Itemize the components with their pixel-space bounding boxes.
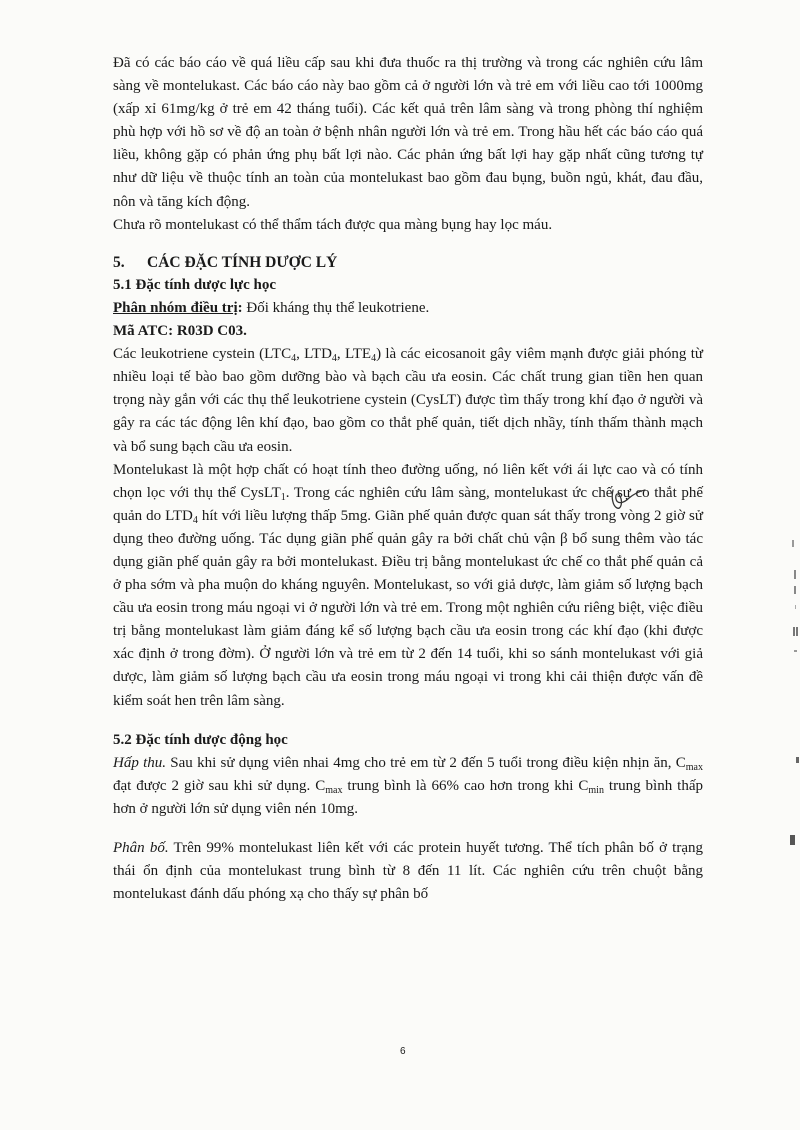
atc-code: Mã ATC: R03D C03. bbox=[113, 323, 247, 340]
page-body bbox=[113, 52, 703, 906]
spacer bbox=[113, 713, 703, 729]
leukotriene-paragraph bbox=[113, 343, 703, 458]
text-run: đạt được 2 giờ sau khi sử dụng. C bbox=[113, 777, 326, 794]
absorption-paragraph bbox=[113, 752, 703, 821]
text-run: Montelukast là một hợp chất có hoạt tính theo đường uống, nó liên kết với ái lực cao và có tính chọn lọc với thụ thể CysLT bbox=[113, 461, 703, 501]
subscript: 4 bbox=[371, 353, 377, 365]
text-run: trung bình là 66% cao hơn trong khi C bbox=[342, 777, 589, 794]
absorption-label: Hấp thu. bbox=[113, 754, 167, 771]
page-number: 6 bbox=[400, 1046, 406, 1057]
text-run: hít với liều lượng thấp 5mg. Giãn phế quản được quan sát thấy trong vòng 2 giờ sử dụng theo đường uống. Tác dụng giãn phế quản gây ra bởi chất chủ vận β bổ sung thêm vào tác dụng giãn phế quản gây ra bởi montelukast. Điều trị bằng montelukast ức chế co thắt phế quản cả ở pha sớm và pha muộn do kháng nguyên. Montelukast, so với giả dược, làm giảm số lượng bạch cầu ưa eosin trong máu ngoại vi ở người lớn và trẻ em. Trong một nghiên cứu riêng biệt, việc điều trị bằng montelukast làm giảm đáng kể số lượng bạch cầu ưa eosin trong các khí đạo (khi được xác định ở trong đờm). Ở người lớn và trẻ em từ 2 đến 14 tuổi, khi so sánh montelukast với giả dược, làm giảm số lượng bạch cầu ưa eosin trong máu ngoại vi trong khi cải thiện được vấn đề kiểm soát hen trên lâm sàng. bbox=[113, 507, 703, 709]
spacer bbox=[113, 821, 703, 837]
subscript: 1 bbox=[280, 491, 286, 503]
handwritten-initials bbox=[607, 486, 649, 514]
subscript: 4 bbox=[291, 353, 297, 365]
text-run: ) là các eicosanoit gây viêm mạnh được giải phóng từ nhiều loại tế bào bao gồm dưỡng bào và bạch cầu ưa eosin. Các chất trung gian tiền hen quan trọng này gắn với các thụ thể leukotriene cystein (CysLT) được tìm thấy trong khí đạo ở người và gây ra các tác động lên khí đạo, bao gồm co thắt phế quản, tiết dịch nhầy, tính thấm thành mạch và bổ sung bạch cầu ưa eosin. bbox=[113, 346, 704, 455]
text-run: , LTE bbox=[336, 346, 372, 363]
text-run: Các leukotriene cystein (LTC bbox=[113, 346, 292, 363]
overdose-paragraph: Đã có các báo cáo về quá liều cấp sau khi đưa thuốc ra thị trường và trong các nghiên cứu lâm sàng về montelukast. Các báo cáo này bao gồm cả ở người lớn và trẻ em với liều cao tới 1000mg (xấp xỉ 61mg/kg ở trẻ em 42 tháng tuổi). Các kết quả trên lâm sàng và trong phòng thí nghiệm phù hợp với hồ sơ về độ an toàn ở bệnh nhân người lớn và trẻ em. Trong hầu hết các báo cáo quá liều, không gặp có phản ứng phụ bất lợi nào. Các phản ứng bất lợi hay gặp nhất cũng tương tự như dữ liệu về thuộc tính an toàn của montelukast bao gồm đau bụng, buồn ngủ, khát, đau đầu, nôn và tăng kích động. bbox=[113, 55, 703, 210]
subscript: min bbox=[588, 784, 604, 796]
scan-artifacts bbox=[770, 520, 800, 880]
section-5-2-heading: 5.2 Đặc tính dược động học bbox=[113, 731, 288, 748]
text-run: trung bình thấp hơn ở người lớn sử dụng viên nén 10mg. bbox=[113, 777, 704, 817]
distribution-paragraph bbox=[113, 837, 703, 906]
subscript: 4 bbox=[331, 353, 337, 365]
section-5-title: CÁC ĐẶC TÍNH DƯỢC LÝ bbox=[147, 253, 338, 271]
subscript: max bbox=[325, 784, 343, 796]
text-run: . Trong các nghiên cứu lâm sàng, montelukast ức chế sự co thắt phế quản do LTD bbox=[113, 484, 703, 524]
therapeutic-group-colon: : bbox=[237, 299, 243, 316]
therapeutic-group-label: Phân nhóm điều trị bbox=[113, 299, 238, 316]
spacer bbox=[113, 237, 703, 251]
distribution-label: Phân bố. bbox=[113, 840, 169, 856]
therapeutic-group-line bbox=[113, 297, 703, 320]
section-5-1-heading: 5.1 Đặc tính dược lực học bbox=[113, 276, 276, 293]
subscript: max bbox=[685, 761, 703, 773]
text-run: Trên 99% montelukast liên kết với các protein huyết tương. Thể tích phân bố ở trạng thái ổn định của montelukast trung bình từ 8 đến 11 lít. Các nghiên cứu trên chuột bằng montelukast đánh dấu phóng xạ cho thấy sự phân bố bbox=[113, 840, 703, 903]
section-5-number: 5. bbox=[113, 253, 125, 271]
text-run: Sau khi sử dụng viên nhai 4mg cho trẻ em từ 2 đến 5 tuổi trong điều kiện nhịn ăn, C bbox=[166, 754, 686, 771]
section-5-heading bbox=[113, 251, 703, 274]
subscript: 4 bbox=[192, 514, 198, 526]
therapeutic-group-value: Đối kháng thụ thể leukotriene. bbox=[242, 299, 430, 316]
dialysis-paragraph: Chưa rõ montelukast có thể thẩm tách được qua màng bụng hay lọc máu. bbox=[113, 216, 553, 233]
text-run: , LTD bbox=[296, 346, 332, 363]
